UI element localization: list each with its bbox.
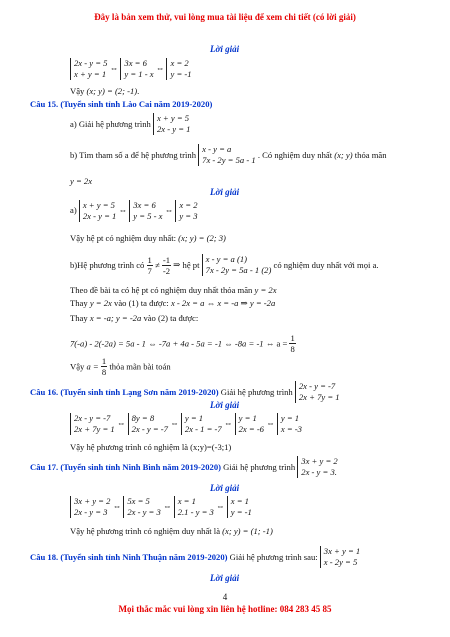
fraction: $\frac{1}{8}$	[290, 333, 295, 354]
q17-solution-steps: 3x + y = 2 2x - y = 3 ⇔ 5x = 5 2x - y = 3 ⇔ x = 1 2.1 - y = 3 ⇔ x = 1 y = -1	[70, 496, 252, 518]
q16-conclusion: Vậy hệ phương trình có nghiệm là (x;y)=(-3;1)	[70, 442, 232, 452]
system: x = 2 y = -1	[166, 58, 191, 80]
system: y = 1 2x - 1 = -7	[181, 413, 222, 435]
q15-line-theo: Theo đề bài ta có hệ pt có nghiệm duy nhất thỏa mãn y = 2x	[70, 285, 277, 295]
fraction: $\frac{1}{8}$	[101, 356, 107, 377]
q15-equation: 7(-a) - 2(-2a) = 5a - 1 ⇔ -7a + 4a - 5a = -1 ⇔ -8a = -1 ⇔ a = $\frac{1}{8}$	[70, 333, 295, 354]
solution-label: Lời giải	[210, 187, 240, 197]
q15-solution-a: a) x + y = 5 2x - y = 1 ⇔ 3x = 6 y = 5 - x ⇔ x = 2 y = 3	[70, 200, 198, 221]
solution-label: Lời giải	[210, 483, 240, 493]
system: 3x + y = 2 2x - y = 3	[70, 496, 110, 518]
system: x = 2 y = 3	[175, 200, 197, 222]
fraction: $\frac{-1}{-2}$	[162, 254, 171, 276]
question-17-heading: Câu 17. (Tuyển sinh tỉnh Ninh Bình năm 2019-2020) Giải hệ phương trình 3x + y = 2 2x - y = 3.	[30, 456, 338, 477]
system: 3x = 6 y = 1 - x	[120, 58, 153, 80]
system: 3x = 6 y = 5 - x	[129, 200, 162, 222]
system: y = 1 2x = -6	[235, 413, 264, 435]
system: 3x + y = 2 2x - y = 3.	[297, 456, 337, 478]
system: x - y = a (1) 7x - 2y = 5a - 1 (2)	[202, 254, 272, 276]
system: x - y = a 7x - 2y = 5a - 1	[198, 144, 256, 166]
system: x + y = 5 2x - y = 1	[79, 200, 116, 222]
prev-conclusion: Vậy (x; y) = (2; -1).	[70, 86, 140, 96]
system: x = 1 y = -1	[227, 496, 252, 518]
question-18-heading: Câu 18. (Tuyển sinh tỉnh Ninh Thuận năm 2019-2020) Giải hệ phương trình sau: 3x + y = 1 x - 2y = 5	[30, 546, 361, 567]
system: x + y = 5 2x - y = 1	[153, 113, 190, 135]
preview-banner: Đây là bản xem thử, vui lòng mua tài liệu để xem chi tiết (có lời giải)	[94, 12, 356, 22]
q15-solution-a-conclusion: Vậy hệ pt có nghiệm duy nhất: (x; y) = (2; 3)	[70, 233, 226, 243]
page-number: 4	[222, 592, 228, 602]
system: 5x = 5 2x - y = 3	[123, 496, 160, 518]
q16-solution-steps: 2x - y = -7 2x + 7y = 1 ⇔ 8y = 8 2x - y = -7 ⇔ y = 1 2x - 1 = -7 ⇔ y = 1 2x = -6 ⇔ y = 1 x = -3	[70, 413, 302, 435]
q15-final: Vậy a = $\frac{1}{8}$ thỏa mãn bài toán	[70, 356, 171, 377]
hotline-footer: Mọi thắc mắc vui lòng xin liên hệ hotline: 084 283 45 85	[118, 604, 332, 614]
solution-label: Lời giải	[210, 573, 240, 583]
q15-substitute-1: Thay y = 2x vào (1) ta được: x - 2x = a ⇔ x = -a ⇒ y = -2a	[70, 298, 276, 308]
system: 2x - y = -7 2x + 7y = 1	[295, 381, 340, 403]
system: y = 1 x = -3	[277, 413, 302, 435]
system: x = 1 2.1 - y = 3	[174, 496, 214, 518]
q15-part-b: b) Tìm tham số a để hệ phương trình x - y = a 7x - 2y = 5a - 1 . Có nghiệm duy nhất (x; y) thỏa mãn	[70, 144, 387, 165]
q15-part-a: a) Giải hệ phương trình x + y = 5 2x - y = 1	[70, 113, 191, 134]
prev-solution-steps: 2x - y = 5 x + y = 1 ⇔ 3x = 6 y = 1 - x ⇔ x = 2 y = -1	[70, 58, 192, 80]
system: 3x + y = 1 x - 2y = 5	[320, 546, 360, 568]
system: 8y = 8 2x - y = -7	[128, 413, 168, 435]
q15-condition: y = 2x	[70, 176, 93, 186]
q15-substitute-2: Thay x = -a; y = -2a vào (2) ta được:	[70, 313, 199, 323]
fraction: $\frac{1}{7}$	[147, 254, 152, 276]
question-16-heading: Câu 16. (Tuyển sinh tỉnh Lạng Sơn năm 2019-2020) Giải hệ phương trình 2x - y = -7 2x + 7y = 1	[30, 381, 340, 402]
system: 2x - y = 5 x + y = 1	[70, 58, 107, 80]
q17-conclusion: Vậy hệ phương trình có nghiệm duy nhất là (x; y) = (1; -1)	[70, 526, 273, 536]
solution-label: Lời giải	[210, 400, 240, 410]
system: 2x - y = -7 2x + 7y = 1	[70, 413, 115, 435]
solution-label: Lời giải	[210, 44, 240, 54]
question-15-heading: Câu 15. (Tuyển sinh tỉnh Lào Cai năm 2019-2020)	[30, 99, 213, 109]
q15-solution-b: b)Hệ phương trình có $\frac{1}{7}$ ≠ $\frac{-1}{-2}$ ⇒ hệ pt x - y = a (1) 7x - 2y = 5a - 1 (2) có nghiệm duy nhất với mọi a.	[70, 254, 379, 276]
